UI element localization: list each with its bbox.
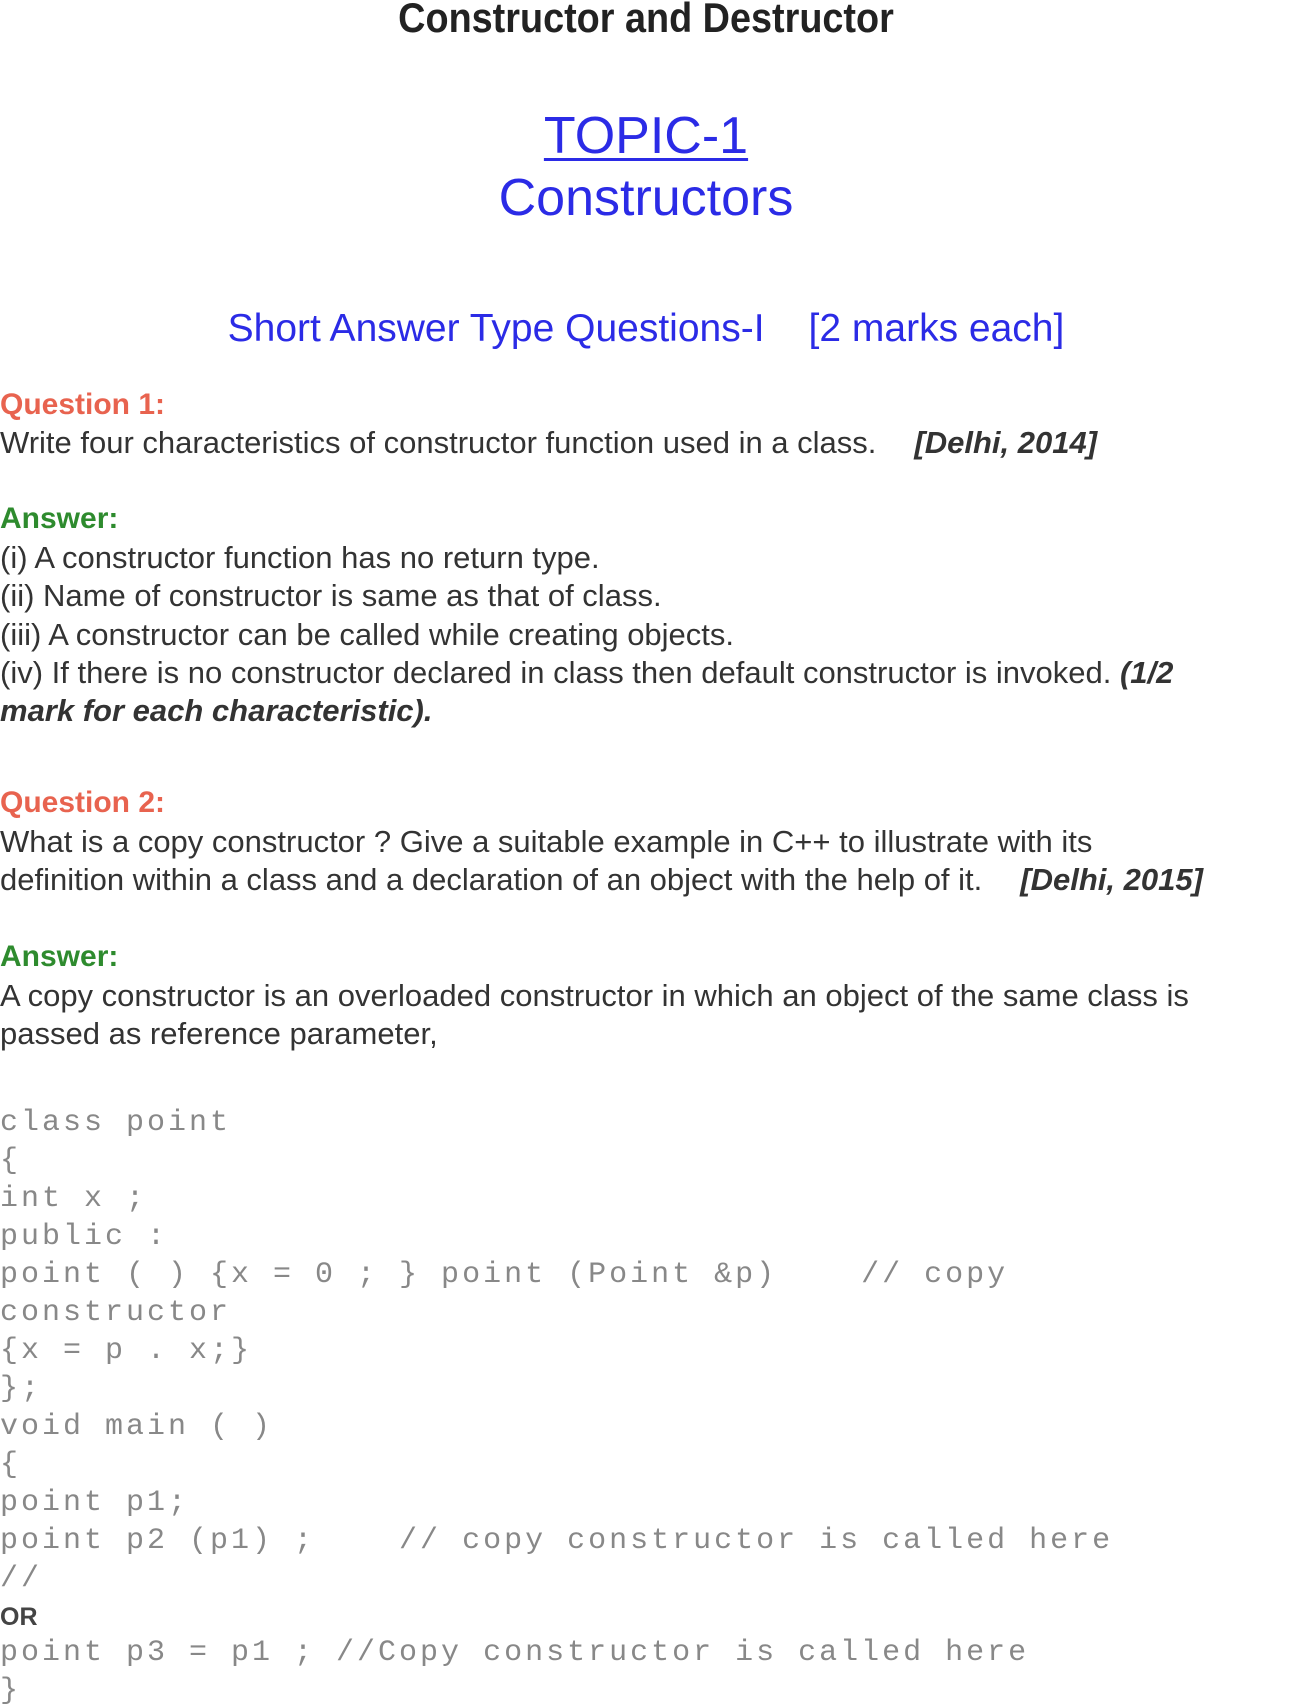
topic-subtitle: Constructors — [498, 169, 794, 227]
answer-2-label: Answer: — [0, 940, 119, 973]
code-line: {x = p . x;} — [0, 1334, 253, 1368]
answer-1-item — [0, 655, 1173, 691]
answer-2-text: passed as reference parameter, — [0, 1016, 438, 1051]
code-line: void main ( ) — [0, 1410, 274, 1444]
code-line: int x ; — [0, 1182, 148, 1216]
code-line: { — [0, 1448, 22, 1482]
question-1-ref: [Delhi, 2014] — [914, 425, 1098, 460]
code-or-separator: OR — [0, 1603, 38, 1631]
code-line: point p1; — [0, 1486, 190, 1520]
code-line: constructor — [0, 1296, 232, 1330]
code-line: } — [0, 1674, 22, 1708]
question-1-body: Write four characteristics of constructor function used in a class. — [0, 425, 877, 460]
answer-1-item: (ii) Name of constructor is same as that of class. — [0, 578, 662, 613]
section-title: Short Answer Type Questions-I — [227, 307, 765, 350]
code-line: point ( ) {x = 0 ; } point (Point &p) // copy — [0, 1258, 1009, 1292]
section-marks: [2 marks each] — [808, 307, 1065, 350]
code-line: public : — [0, 1220, 169, 1254]
topic-heading — [0, 106, 1292, 166]
question-2-text-line2: definition within a class and a declaration of an object with the help of it. — [0, 862, 983, 897]
question-2-ref: [Delhi, 2015] — [1020, 862, 1203, 897]
marks-note: (1/2 — [1119, 655, 1174, 690]
question-1-text — [0, 425, 1097, 461]
topic-label: TOPIC-1 — [543, 107, 749, 165]
answer-1-item-text: (iv) If there is no constructor declared in class then default constructor is invoked. — [0, 655, 1112, 690]
code-line: // — [0, 1562, 43, 1596]
code-line: point p2 (p1) ; // copy constructor is called here — [0, 1524, 1114, 1558]
question-2-text — [0, 862, 1203, 898]
answer-2-text: A copy constructor is an overloaded constructor in which an object of the same class is — [0, 978, 1189, 1013]
question-2-label: Question 2: — [0, 786, 166, 819]
answer-1-item: (i) A constructor function has no return type. — [0, 540, 600, 575]
code-line: class point — [0, 1106, 232, 1140]
code-line: point p3 = p1 ; //Copy constructor is called here — [0, 1636, 1030, 1670]
page-title: Constructor and Destructor — [398, 0, 894, 41]
question-1-label: Question 1: — [0, 388, 166, 421]
marks-note-cont: mark for each characteristic). — [0, 693, 433, 728]
answer-1-label: Answer: — [0, 502, 119, 535]
question-2-text: What is a copy constructor ? Give a suitable example in C++ to illustrate with its — [0, 824, 1093, 859]
section-heading — [0, 307, 1292, 351]
code-line: }; — [0, 1372, 43, 1406]
code-line: { — [0, 1144, 22, 1178]
answer-1-item: (iii) A constructor can be called while creating objects. — [0, 617, 735, 652]
